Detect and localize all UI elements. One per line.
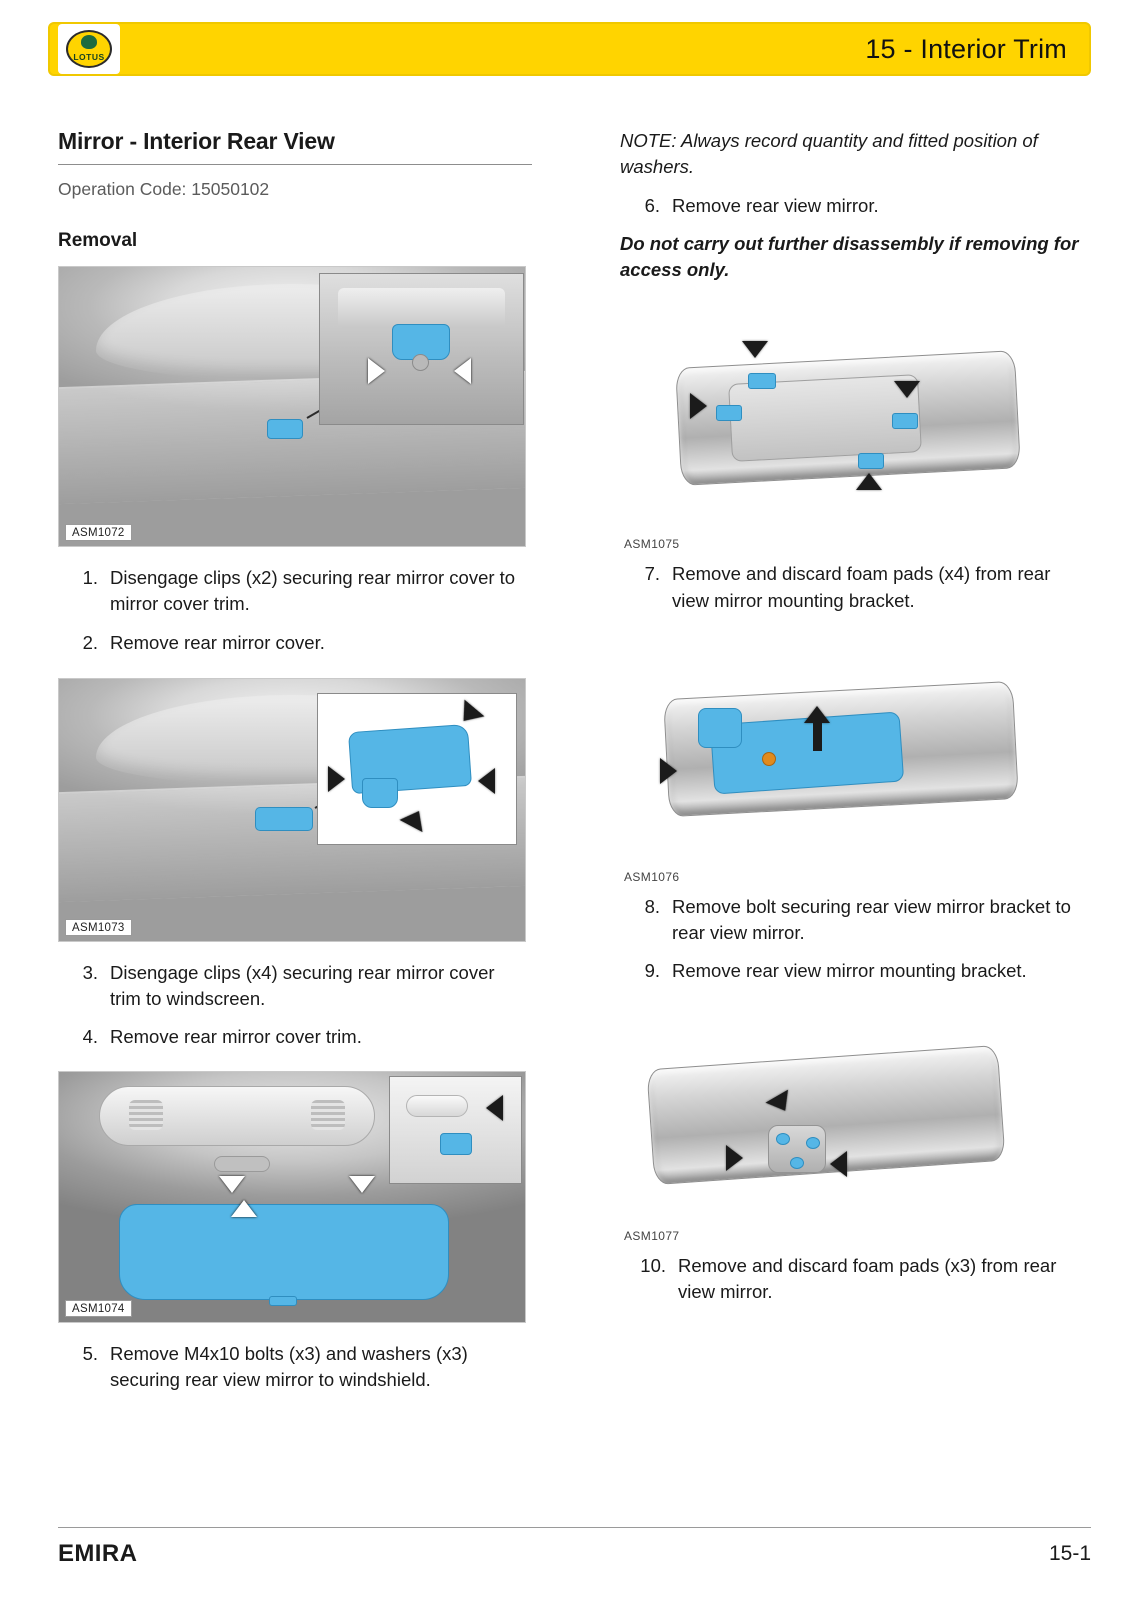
left-column: [58, 128, 528, 1405]
mirror-stem: [269, 1296, 297, 1306]
inset-lens-shape: [412, 354, 429, 371]
detail-inset: [317, 693, 517, 845]
highlighted-mirror-cover: [267, 419, 303, 439]
step-number: 9.: [644, 960, 660, 982]
highlighted-cover-trim: [255, 807, 313, 831]
figure-id-label: ASM1073: [65, 919, 132, 936]
step-item: [58, 565, 528, 618]
figure-asm1076: [620, 666, 1090, 894]
foam-pad-1: [748, 373, 776, 389]
arrow-pad-3-icon: [894, 381, 920, 398]
inset-trim-shape: [338, 288, 505, 328]
right-column: [620, 128, 1090, 1317]
step-item: [58, 630, 528, 656]
page-title: Mirror - Interior Rear View: [58, 128, 335, 154]
figure-asm1075: [620, 331, 1090, 561]
steps-list-1: [58, 565, 528, 656]
step-text: Remove rear view mirror mounting bracket.: [672, 960, 1027, 982]
step-item: [620, 1253, 1090, 1306]
step-text: Remove and discard foam pads (x4) from rear view mirror mounting bracket.: [672, 563, 1051, 611]
arrow-bolt-1-icon: [219, 1176, 245, 1193]
figure-id-label: ASM1075: [624, 537, 680, 552]
foam-pad-2: [716, 405, 742, 421]
arrow-lift-stem: [813, 723, 822, 751]
step-text: Remove M4x10 bolts (x3) and washers (x3) securing rear view mirror to windshield.: [110, 1342, 468, 1390]
step-number: 6.: [644, 194, 660, 216]
footer-model: EMIRA: [58, 1540, 138, 1567]
bolt-head: [762, 752, 776, 766]
step-number: 3.: [82, 961, 98, 983]
foam-pad-1: [776, 1133, 790, 1145]
logo-text: LOTUS: [73, 52, 105, 62]
steps-list-10: [620, 1253, 1090, 1306]
step-number: 7.: [644, 563, 660, 585]
step-text: Remove bolt securing rear view mirror bracket to rear view mirror.: [672, 895, 1071, 944]
note-text: NOTE: Always record quantity and fitted position of washers.: [620, 130, 1038, 178]
console-vent-right: [311, 1100, 345, 1130]
foam-pad-3: [892, 413, 918, 429]
inset-arrow-2-icon: [328, 766, 345, 792]
header-title: 15 - Interior Trim: [865, 33, 1067, 64]
figure-asm1073: [58, 678, 526, 942]
steps-list-2: [58, 960, 528, 1051]
arrow-lift-bracket-icon: [804, 706, 830, 723]
step-text: Disengage clips (x2) securing rear mirror cover to mirror cover trim.: [110, 567, 516, 615]
inset-background: [390, 1077, 521, 1183]
arrow-bolt-icon: [660, 758, 677, 784]
steps-list-6: [620, 193, 1090, 219]
inset-cover-trim-tab: [362, 778, 398, 808]
console-button: [214, 1156, 270, 1172]
console-vent-left: [129, 1100, 163, 1130]
lotus-badge-icon: [66, 30, 112, 68]
inset-console-shape: [406, 1095, 468, 1117]
arrow-pad-2-icon: [726, 1145, 743, 1171]
lotus-logo: [58, 24, 120, 74]
footer-page-number: 15-1: [1048, 1542, 1091, 1565]
removal-heading: Removal: [58, 230, 138, 251]
step-item: [620, 958, 1090, 984]
step-text: Remove and discard foam pads (x3) from rear view mirror.: [678, 1254, 1057, 1302]
step-item: [620, 561, 1090, 614]
inset-arrow-left-icon: [454, 358, 471, 384]
title-divider: [58, 164, 532, 165]
bracket-tab: [698, 708, 742, 748]
arrow-bolt-2-icon: [349, 1176, 375, 1193]
step-text: Disengage clips (x4) securing rear mirror cover trim to windscreen.: [110, 961, 495, 1010]
inset-arrow-4-icon: [400, 805, 431, 832]
foam-pad-4: [858, 453, 884, 469]
figure-id-label: ASM1077: [624, 1228, 680, 1243]
step-number: 1.: [82, 567, 98, 588]
steps-list-8-9: [620, 894, 1090, 985]
step-item: [620, 894, 1090, 947]
detail-inset: [389, 1076, 522, 1184]
page-header: [48, 22, 1091, 76]
figure-id-label: ASM1076: [624, 869, 680, 884]
figure-id-label: ASM1072: [65, 524, 132, 541]
arrow-pad-3-icon: [830, 1151, 847, 1177]
step-text: Remove rear mirror cover.: [110, 631, 325, 653]
operation-code: Operation Code: 15050102: [58, 179, 270, 199]
step-number: 2.: [82, 631, 98, 653]
figure-id-label: ASM1074: [65, 1300, 132, 1317]
inset-highlighted-bracket: [440, 1133, 472, 1155]
figure-asm1072: [58, 266, 526, 547]
figure-asm1077: [620, 1033, 1090, 1253]
step-text: Remove rear view mirror.: [672, 194, 879, 216]
step-item: [620, 193, 1090, 219]
step-number: 5.: [82, 1342, 98, 1364]
detail-inset: [319, 273, 524, 425]
arrow-pad-1-icon: [742, 341, 768, 358]
figure-asm1074: [58, 1071, 526, 1323]
arrow-pad-2-icon: [690, 393, 707, 419]
steps-list-7: [620, 561, 1090, 614]
step-number: 8.: [644, 895, 660, 917]
steps-list-3: [58, 1341, 528, 1394]
step-item: [58, 960, 528, 1013]
arrow-bolt-3-icon: [231, 1200, 257, 1217]
step-text: Remove rear mirror cover trim.: [110, 1026, 362, 1048]
foam-pad-2: [806, 1137, 820, 1149]
mirror-housing-shape: [646, 1045, 1005, 1185]
arrow-pad-4-icon: [856, 473, 882, 490]
step-item: [58, 1341, 528, 1394]
inset-arrow-3-icon: [478, 768, 495, 794]
step-number: 4.: [82, 1026, 98, 1048]
step-number: 10.: [640, 1254, 666, 1276]
warning-text: Do not carry out further disassembly if removing for access only.: [620, 232, 1079, 281]
highlighted-rear-view-mirror: [119, 1204, 449, 1300]
inset-arrow-right-icon: [368, 358, 385, 384]
footer-divider: [58, 1527, 1091, 1528]
inset-arrow-icon: [486, 1095, 503, 1121]
foam-pad-3: [790, 1157, 804, 1169]
step-item: [58, 1024, 528, 1050]
